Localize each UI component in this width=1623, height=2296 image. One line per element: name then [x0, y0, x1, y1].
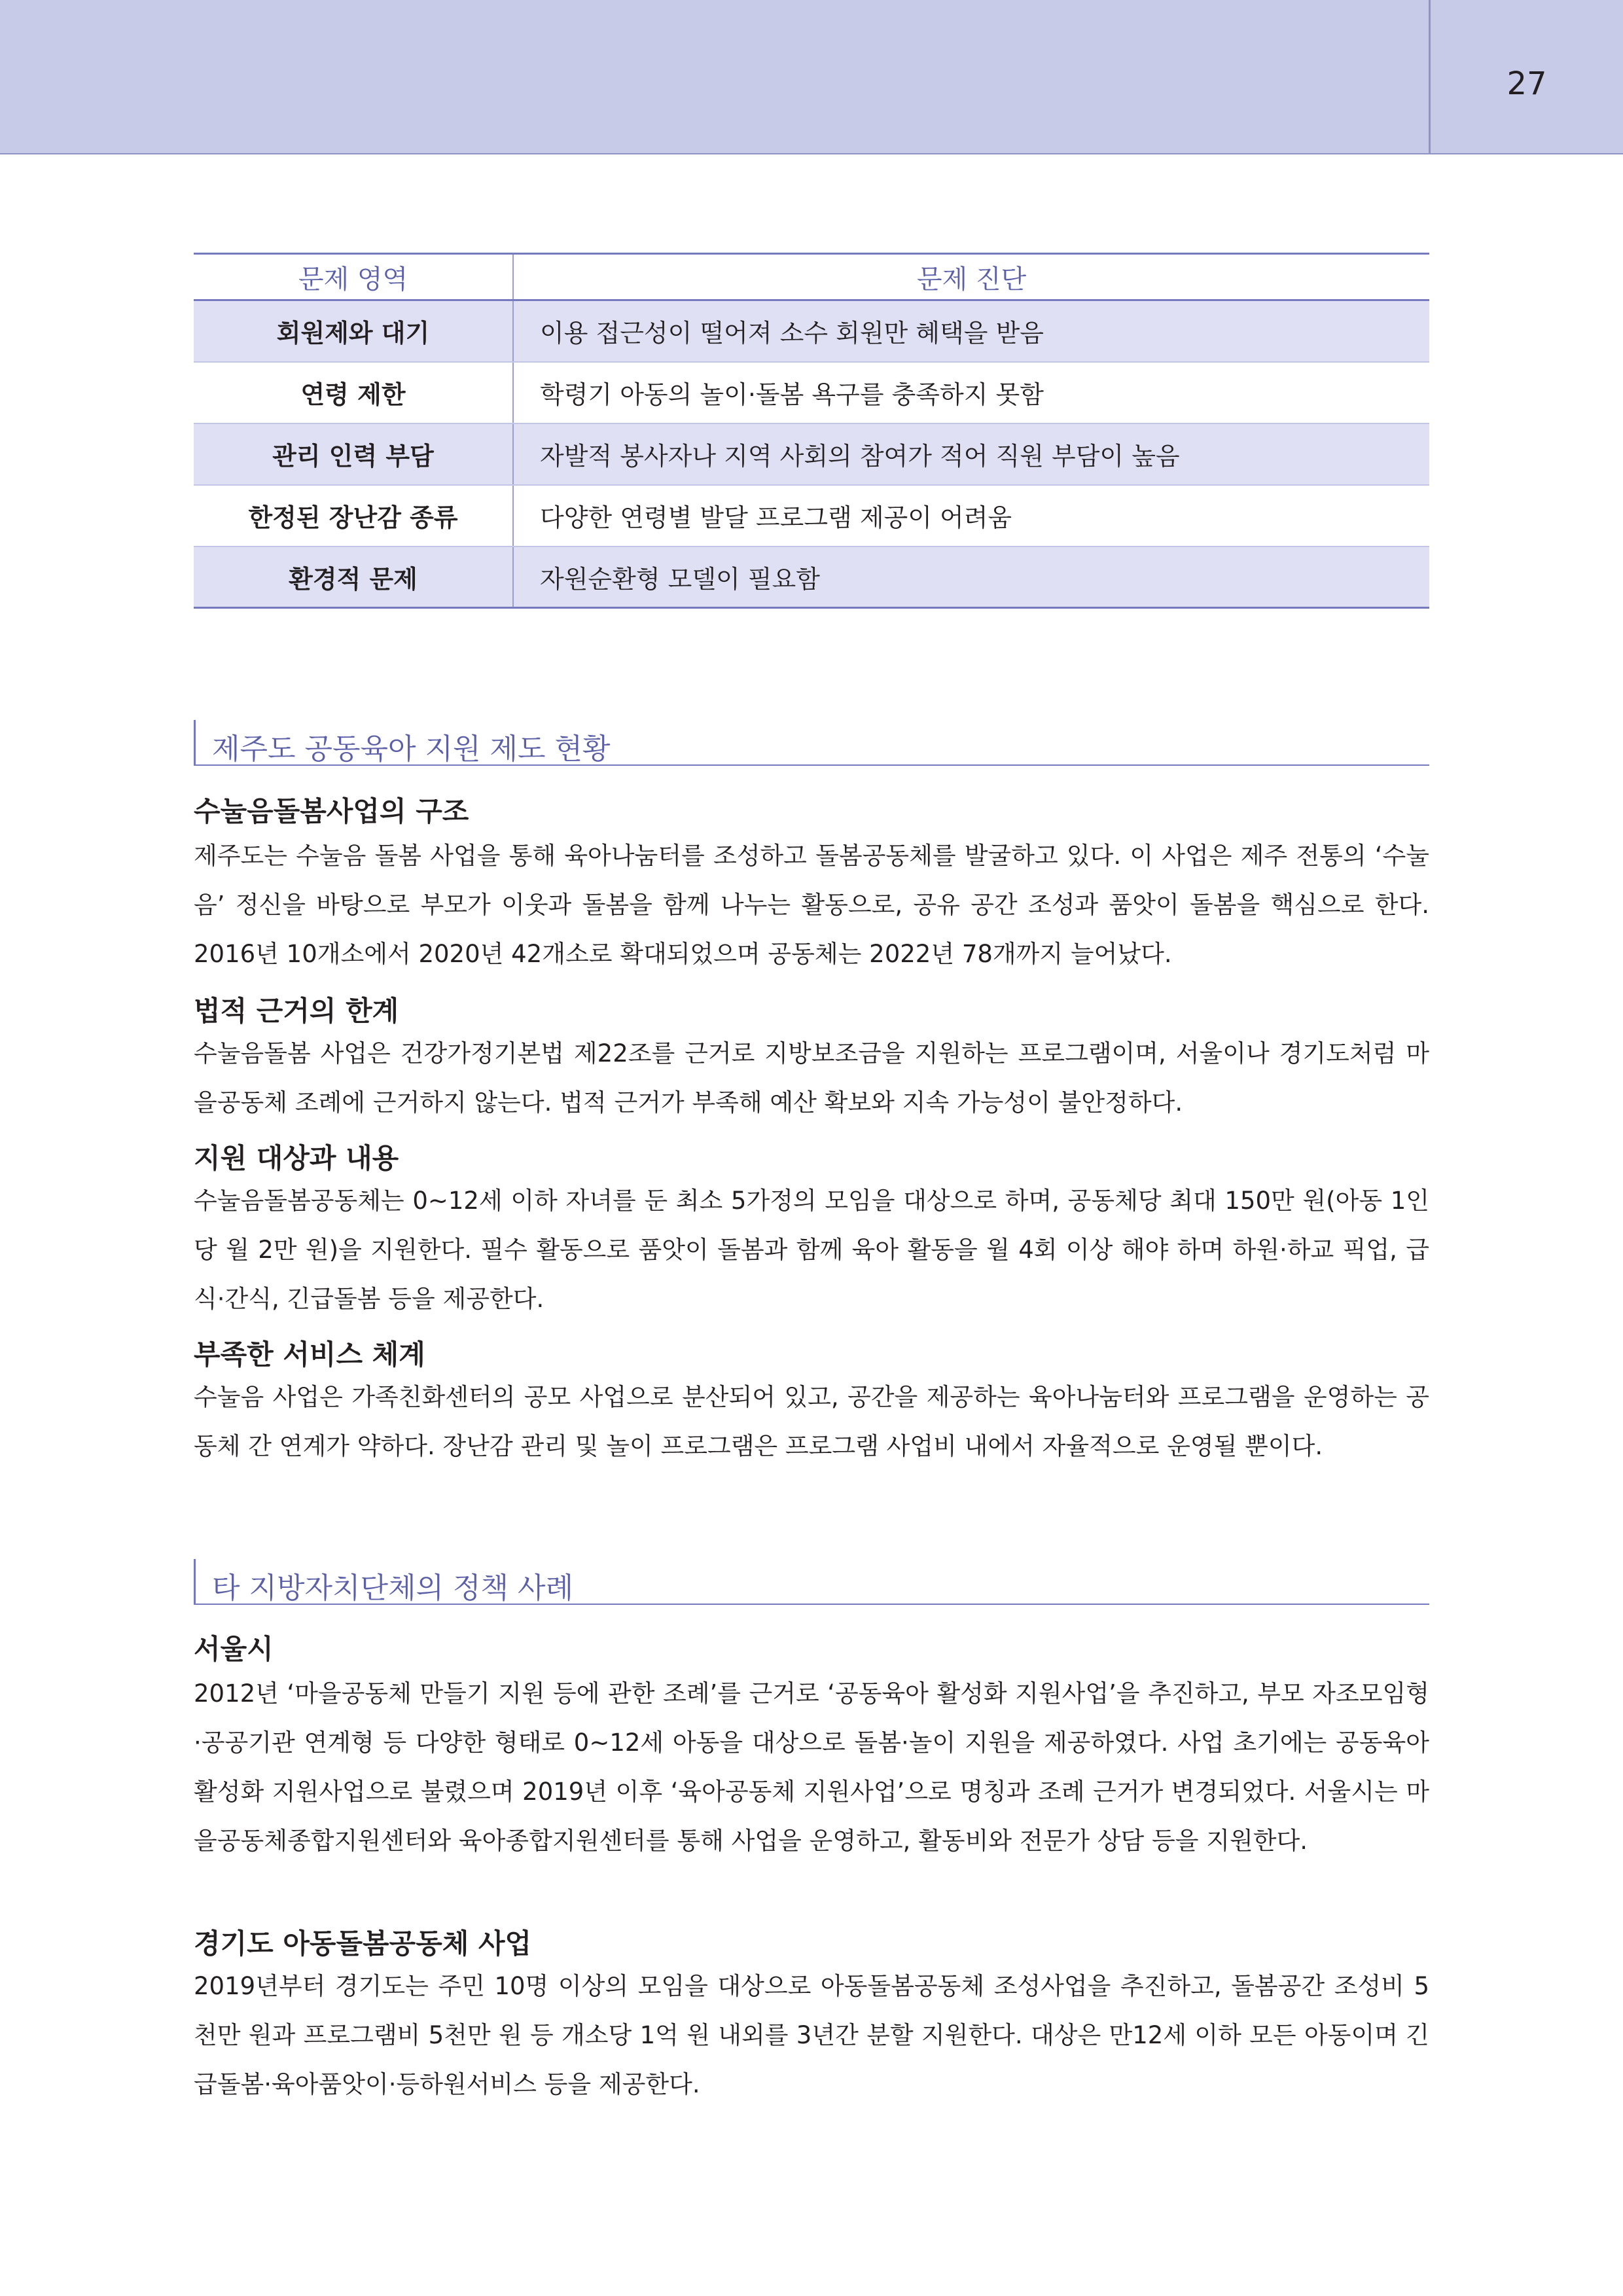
paragraph-support-target: 수눌음돌봄공동체는 0~12세 이하 자녀를 둔 최소 5가정의 모임을 대상으로 하며, 공동체당 최대 150만 원(아동 1인당 월 2만 원)을 지원한다. 필수 활동으로 품앗이 돌봄과 함께 육아 활동을 월 4회 이상 해야 하며 하원·하교 픽업, 급식·간식, 긴급돌봄 등을 제공한다.: [194, 1187, 1429, 1313]
table-row: [194, 300, 1429, 362]
paragraph-gyeonggi: 2019년부터 경기도는 주민 10명 이상의 모임을 대상으로 아동돌봄공동체 조성사업을 추진하고, 돌봄공간 조성비 5천만 원과 프로그램비 5천만 원 등 개소당 1억 원 내외를 3년간 분할 지원한다. 대상은 만12세 이하 모든 아동이며 긴급돌봄·육아품앗이·등하원서비스 등을 제공한다.: [194, 1972, 1429, 2098]
problem-diagnosis-table: [194, 253, 1429, 609]
subheading-gyeonggi: 경기도 아동돌봄공동체 사업: [194, 1928, 532, 1960]
problem-diagnosis-cell: 자원순환형 모델이 필요함: [513, 547, 1429, 608]
subheading-seoul: 서울시: [194, 1633, 274, 1665]
problem-area-cell: 회원제와 대기: [194, 300, 513, 362]
table-row: [194, 547, 1429, 608]
problem-area-cell: 환경적 문제: [194, 547, 513, 608]
problem-diagnosis-cell: 이용 접근성이 떨어져 소수 회원만 혜택을 받음: [513, 300, 1429, 362]
header-band: [0, 0, 1623, 154]
section-heading-bar: [194, 1559, 196, 1605]
problem-diagnosis-cell: 자발적 봉사자나 지역 사회의 참여가 적어 직원 부담이 높음: [513, 423, 1429, 485]
paragraph-service-system: 수눌음 사업은 가족친화센터의 공모 사업으로 분산되어 있고, 공간을 제공하는 육아나눔터와 프로그램을 운영하는 공동체 간 연계가 약하다. 장난감 관리 및 놀이 프로그램은 프로그램 사업비 내에서 자율적으로 운영될 뿐이다.: [194, 1383, 1429, 1460]
section-title: 제주도 공동육아 지원 제도 현황: [212, 732, 611, 766]
subheading-service-system: 부족한 서비스 체계: [194, 1338, 425, 1371]
problem-area-cell: 연령 제한: [194, 362, 513, 423]
problem-diagnosis-cell: 다양한 연령별 발달 프로그램 제공이 어려움: [513, 485, 1429, 547]
section-heading-other-regions: [194, 1559, 1429, 1605]
table-row: [194, 423, 1429, 485]
subheading-sunuleum-structure: 수눌음돌봄사업의 구조: [194, 795, 469, 827]
column-header-diagnosis: 문제 진단: [513, 254, 1429, 300]
column-header-area: 문제 영역: [194, 254, 513, 300]
problem-diagnosis-cell: 학령기 아동의 놀이·돌봄 욕구를 충족하지 못함: [513, 362, 1429, 423]
table-row: [194, 362, 1429, 423]
table-row: [194, 485, 1429, 547]
paragraph-sunuleum-structure: 제주도는 수눌음 돌봄 사업을 통해 육아나눔터를 조성하고 돌봄공동체를 발굴하고 있다. 이 사업은 제주 전통의 ‘수눌음’ 정신을 바탕으로 부모가 이웃과 돌봄을 함께 나누는 활동으로, 공유 공간 조성과 품앗이 돌봄을 핵심으로 한다. 2016년 10개소에서 2020년 42개소로 확대되었으며 공동체는 2022년 78개까지 늘어났다.: [194, 842, 1429, 968]
problem-area-cell: 한정된 장난감 종류: [194, 485, 513, 547]
paragraph-legal-basis: 수눌음돌봄 사업은 건강가정기본법 제22조를 근거로 지방보조금을 지원하는 프로그램이며, 서울이나 경기도처럼 마을공동체 조례에 근거하지 않는다. 법적 근거가 부족해 예산 확보와 지속 가능성이 불안정하다.: [194, 1039, 1429, 1117]
page-number: 27: [1507, 65, 1547, 102]
subheading-support-target: 지원 대상과 내용: [194, 1142, 399, 1174]
section-heading-jeju: [194, 720, 1429, 766]
paragraph-seoul: 2012년 ‘마을공동체 만들기 지원 등에 관한 조례’를 근거로 ‘공동육아 활성화 지원사업’을 추진하고, 부모 자조모임형·공공기관 연계형 등 다양한 형태로 0~12세 아동을 대상으로 돌봄·놀이 지원을 제공하였다. 사업 초기에는 공동육아 활성화 지원사업으로 불렸으며 2019년 이후 ‘육아공동체 지원사업’으로 명칭과 조례 근거가 변경되었다. 서울시는 마을공동체종합지원센터와 육아종합지원센터를 통해 사업을 운영하고, 활동비와 전문가 상담 등을 지원한다.: [194, 1679, 1429, 1855]
problem-area-cell: 관리 인력 부담: [194, 423, 513, 485]
section-heading-bar: [194, 720, 196, 766]
subheading-legal-basis: 법적 근거의 한계: [194, 995, 399, 1027]
section-title: 타 지방자치단체의 정책 사례: [212, 1571, 574, 1605]
table-header-row: [194, 254, 1429, 300]
